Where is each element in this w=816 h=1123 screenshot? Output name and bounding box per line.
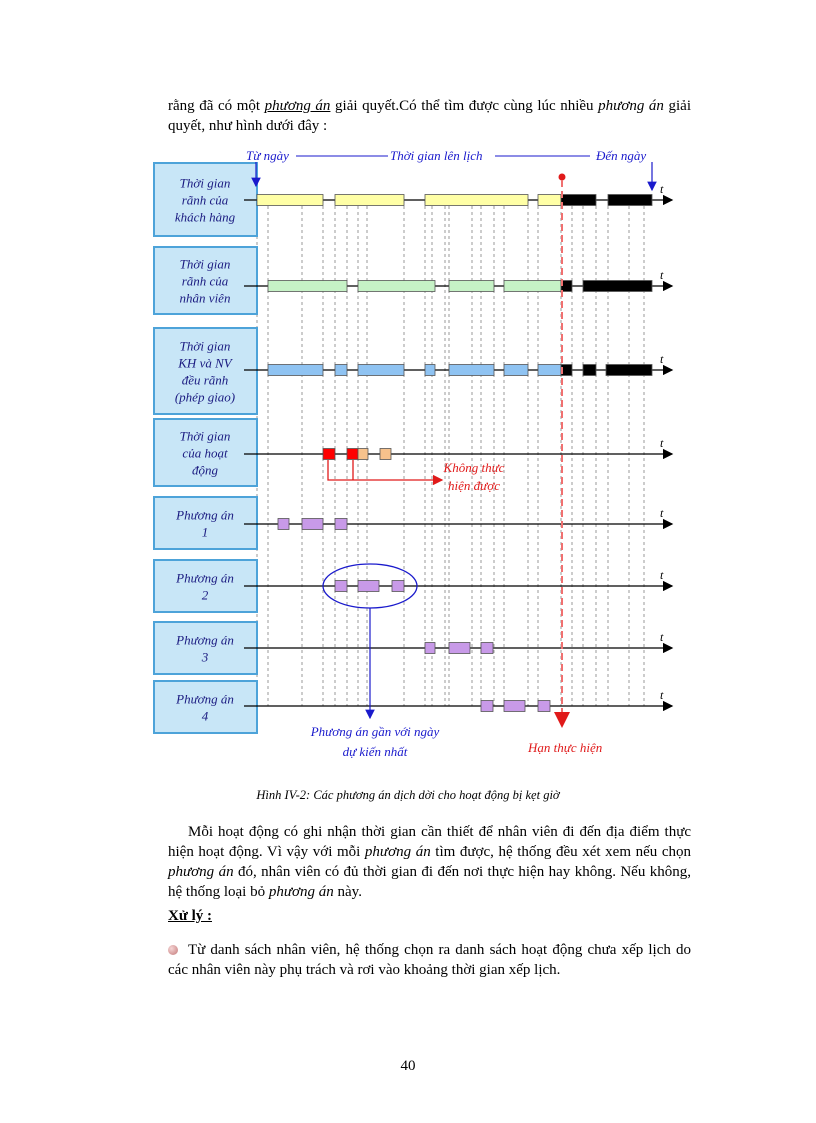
body-paragraph: Mỗi hoạt động có ghi nhận thời gian cần thiết để nhân viên đi đến địa điểm thực hiện hoạt động. Vì vậy với mỗi phương án tìm được, hệ thống đều xét xem nếu chọn phương án đó, nhân viên có đủ thời gian đi đến nơi thực hiện hay không. Nếu không, hệ thống loại bỏ phương án này. (168, 824, 692, 900)
schedule-figure (150, 140, 686, 770)
row-label-text: 3 (201, 649, 209, 665)
not-feasible-label: hiện được (448, 478, 500, 493)
busy-bar (606, 365, 652, 376)
intersection-bar (268, 365, 323, 376)
intersection-bar (504, 365, 528, 376)
row-label-text: 1 (201, 524, 209, 540)
row-label-text: rãnh của (181, 273, 229, 289)
row-label-text: Phương án (176, 691, 234, 707)
activity-bar (380, 449, 391, 460)
option-3-bar (425, 643, 435, 654)
row-label-box (154, 681, 257, 733)
busy-bar (583, 365, 596, 376)
deadline-label: Hạn thực hiện (528, 740, 603, 755)
customer-free-bar (538, 195, 561, 206)
bullet-item: Từ danh sách nhân viên, hệ thống chọn ra danh sách hoạt động chưa xếp lịch do các nhân viên này phụ trách và rơi vào khoảng thời gian xếp lịch. (168, 942, 691, 978)
row-label-text: Phương án (176, 632, 234, 648)
staff-free-bar (449, 281, 494, 292)
bullet-icon (168, 945, 178, 955)
option-3-bar (449, 643, 470, 654)
row-label-text: KH và NV (178, 355, 232, 371)
row-label-box (154, 560, 257, 612)
nearest-option-label: dự kiến nhất (342, 744, 408, 759)
row-label-text: Phương án (176, 570, 234, 586)
option-1-bar (302, 519, 323, 530)
page-number: 40 (400, 1058, 416, 1074)
row-label-text: Thời gian (179, 428, 231, 444)
axis-label-t: t (660, 352, 664, 366)
row-label-box (154, 622, 257, 674)
busy-bar (583, 281, 652, 292)
option-2-bar (335, 581, 347, 592)
customer-free-bar (425, 195, 528, 206)
activity-bar (358, 449, 368, 460)
axis-label-t: t (660, 436, 664, 450)
intersection-bar (358, 365, 404, 376)
row-label-text: Thời gian (179, 256, 231, 272)
intersection-bar (335, 365, 347, 376)
row-label-text: Thời gian (179, 175, 231, 191)
row-label-text: đều rãnh (181, 372, 229, 388)
row-label-text: động (192, 462, 218, 478)
top-label-from: Từ ngày (246, 148, 289, 163)
row-label-text: 4 (201, 708, 209, 724)
figure-caption: Hình IV-2: Các phương án dịch dời cho hoạt động bị kẹt giờ (256, 788, 560, 802)
row-label-box (154, 497, 257, 549)
nearest-option-label: Phương án gần với ngày (310, 724, 440, 739)
section-heading: Xử lý : (168, 908, 212, 924)
row-label-text: Thời gian (179, 338, 231, 354)
row-label-text: của hoạt (182, 445, 228, 461)
intro-paragraph: rằng đã có một phương án giải quyết.Có thể tìm được cùng lúc nhiều phương án giải quyết, như hình dưới đây : (168, 98, 692, 134)
busy-bar (608, 195, 652, 206)
top-label-to: Đến ngày (596, 148, 647, 163)
schedule-diagram (150, 140, 686, 770)
activity-blocked-bar (323, 449, 335, 460)
option-4-bar (481, 701, 493, 712)
staff-free-bar (268, 281, 347, 292)
top-label-span: Thời gian lên lịch (390, 148, 483, 163)
staff-free-bar (358, 281, 435, 292)
busy-bar (561, 195, 596, 206)
intersection-bar (425, 365, 435, 376)
axis-label-t: t (660, 568, 664, 582)
axis-label-t: t (660, 630, 664, 644)
intersection-bar (538, 365, 561, 376)
option-2-bar (392, 581, 404, 592)
option-3-bar (481, 643, 493, 654)
axis-label-t: t (660, 688, 664, 702)
axis-label-t: t (660, 506, 664, 520)
axis-label-t: t (660, 268, 664, 282)
row-label-text: khách hàng (174, 209, 236, 225)
intersection-bar (449, 365, 494, 376)
row-label-text: 2 (201, 587, 209, 603)
option-4-bar (504, 701, 525, 712)
option-4-bar (538, 701, 550, 712)
not-feasible-label: Không thực (443, 460, 505, 475)
option-1-bar (278, 519, 289, 530)
row-label-text: (phép giao) (174, 389, 236, 405)
customer-free-bar (335, 195, 404, 206)
customer-free-bar (257, 195, 323, 206)
activity-blocked-bar (347, 449, 358, 460)
row-label-text: rãnh của (181, 192, 229, 208)
staff-free-bar (504, 281, 561, 292)
row-label-text: Phương án (176, 507, 234, 523)
row-label-text: nhân viên (179, 290, 231, 306)
deadline-dot (559, 174, 566, 181)
option-1-bar (335, 519, 347, 530)
option-2-bar (358, 581, 379, 592)
axis-label-t: t (660, 182, 664, 196)
